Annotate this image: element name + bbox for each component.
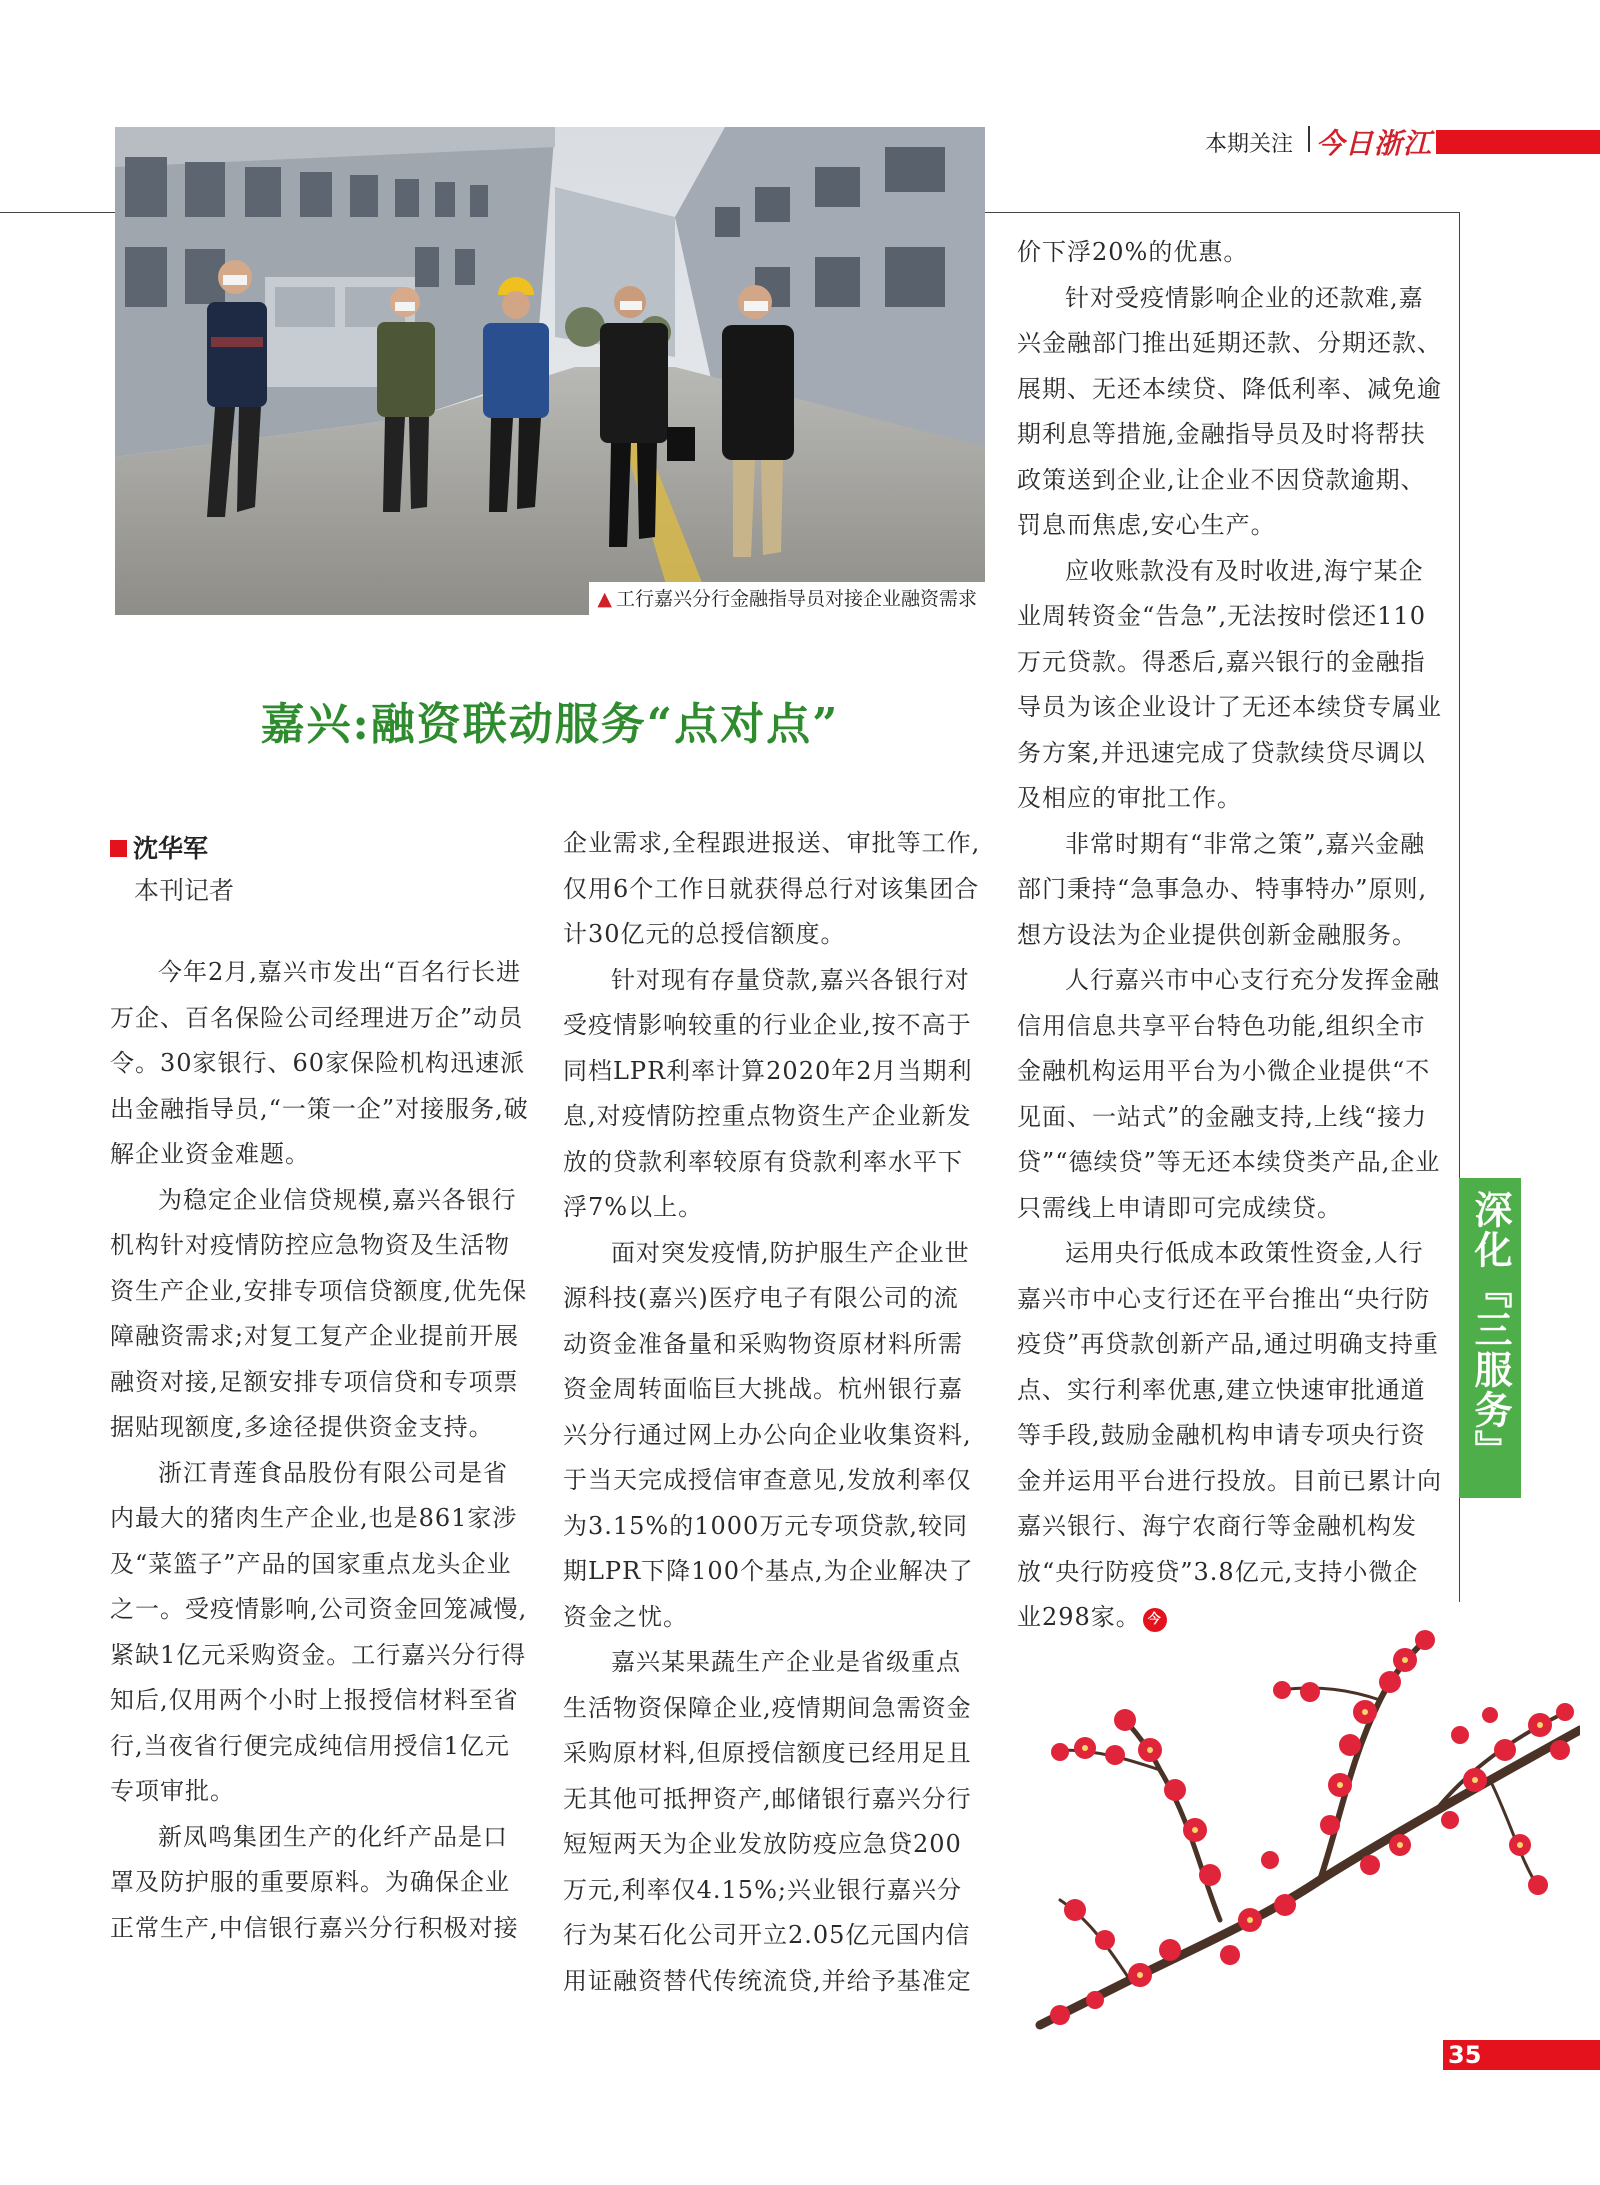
paragraph: 应收账款没有及时收进,海宁某企业周转资金“告急”,无法按时偿还110万元贷款。得悉后,嘉兴银行的金融指导员为该企业设计了无还本续贷专属业务方案,并迅速完成了贷款续贷尽调以及相应的审批工作。: [1017, 556, 1442, 812]
magazine-logo: 今日浙江: [1316, 127, 1433, 160]
side-section-tab: [1459, 1178, 1521, 1498]
paragraph: 新凤鸣集团生产的化纤产品是口罩及防护服的重要原料。为确保企业正常生产,中信银行嘉兴分行积极对接: [110, 1822, 519, 1942]
header-divider: [1308, 126, 1310, 152]
paragraph-continuation: 企业需求,全程跟进报送、审批等工作,仅用6个工作日就获得总行对该集团合计30亿元的总授信额度。: [563, 829, 981, 948]
article-title: 嘉兴:融资联动服务“点对点”: [260, 699, 840, 750]
section-label: 本期关注: [1205, 132, 1294, 157]
left-rule: [0, 212, 115, 213]
header-red-bar: [1436, 130, 1600, 154]
caption-triangle-icon: ▲: [597, 588, 612, 610]
paragraph-continuation: 价下浮20%的优惠。: [1017, 238, 1249, 266]
paragraph: 面对突发疫情,防护服生产企业世源科技(嘉兴)医疗电子有限公司的流动资金准备量和采购物资原材料所需资金周转面临巨大挑战。杭州银行嘉兴分行通过网上办公向企业收集资料,于当天完成授信审查意见,发放利率仅为3.15%的1000万元专项贷款,较同期LPR下降100个基点,为企业解决了资金之忧。: [563, 1238, 974, 1631]
author-role: 本刊记者: [134, 876, 235, 905]
page-number: 35: [1448, 2041, 1482, 2069]
paragraph-text: 运用央行低成本政策性资金,人行嘉兴市中心支行还在平台推出“央行防疫贷”再贷款创新产品,通过明确支持重点、实行利率优惠,建立快速审批通道等手段,鼓励金融机构申请专项央行资金并运用平台进行投放。目前已累计向嘉兴银行、海宁农商行等金融机构发放“央行防疫贷”3.8亿元,支持小微企业298家。: [1017, 1239, 1442, 1631]
photo-caption: [589, 582, 985, 615]
paragraph: 今年2月,嘉兴市发出“百名行长进万企、百名保险公司经理进万企”动员令。30家银行、60家保险机构迅速派出金融指导员,“一策一企”对接服务,破解企业资金难题。: [110, 958, 529, 1168]
byline-square-icon: [110, 840, 127, 857]
photo-illustration: [115, 127, 985, 615]
paragraph: 浙江青莲食品股份有限公司是省内最大的猪肉生产企业,也是861家涉及“菜篮子”产品的国家重点龙头企业之一。受疫情影响,公司资金回笼减慢,紧缺1亿元采购资金。工行嘉兴分行得知后,仅用两个小时上报授信材料至省行,当夜省行便完成纯信用授信1亿元专项审批。: [110, 1458, 528, 1805]
photo-caption-text: 工行嘉兴分行金融指导员对接企业融资需求: [615, 588, 977, 610]
paragraph: 针对现有存量贷款,嘉兴各银行对受疫情影响较重的行业企业,按不高于同档LPR利率计算2020年2月当期利息,对疫情防控重点物资生产企业新发放的贷款利率较原有贷款利率水平下浮7%以上。: [563, 965, 973, 1221]
plum-blossom-image: [1020, 1620, 1580, 2050]
plum-blossom-illustration: [1020, 1620, 1580, 2050]
side-tab-text: 深化『三服务』: [1468, 1190, 1512, 1470]
paragraph: 人行嘉兴市中心支行充分发挥金融信用信息共享平台特色功能,组织全市金融机构运用平台为小微企业提供“不见面、一站式”的金融支持,上线“接力贷”“德续贷”等无还本续贷类产品,企业只需线上申请即可完成续贷。: [1017, 966, 1441, 1222]
paragraph: 非常时期有“非常之策”,嘉兴金融部门秉持“急事急办、特事特办”原则,想方设法为企业提供创新金融服务。: [1017, 829, 1428, 949]
paragraph: 针对受疫情影响企业的还款难,嘉兴金融部门推出延期还款、分期还款、展期、无还本续贷、降低利率、减免逾期利息等措施,金融指导员及时将帮扶政策送到企业,让企业不因贷款逾期、罚息而焦虑,安心生产。: [1017, 283, 1442, 539]
paragraph: 为稳定企业信贷规模,嘉兴各银行机构针对疫情防控应急物资及生活物资生产企业,安排专项信贷额度,优先保障融资需求;对复工复产企业提前开展融资对接,足额安排专项信贷和专项票据贴现额度,多途径提供资金支持。: [110, 1185, 528, 1441]
article-column-1: [110, 950, 530, 1951]
author-name: 沈华军: [133, 834, 209, 863]
article-column-2: [563, 821, 983, 2004]
paragraph: 嘉兴某果蔬生产企业是省级重点生活物资保障企业,疫情期间急需资金采购原材料,但原授信额度已经用足且无其他可抵押资产,邮储银行嘉兴分行短短两天为企业发放防疫应急贷200万元,利率仅4.15%;兴业银行嘉兴分行为某石化公司开立2.05亿元国内信用证融资替代传统流贷,并给予基准定: [563, 1648, 972, 1995]
author-byline: [110, 829, 208, 865]
frame-top-rule: [985, 212, 1460, 213]
article-column-3: [1017, 230, 1443, 1641]
paragraph-last: [1017, 1231, 1443, 1641]
end-mark-icon: 今: [1143, 1608, 1167, 1632]
article-photo: [115, 127, 985, 615]
